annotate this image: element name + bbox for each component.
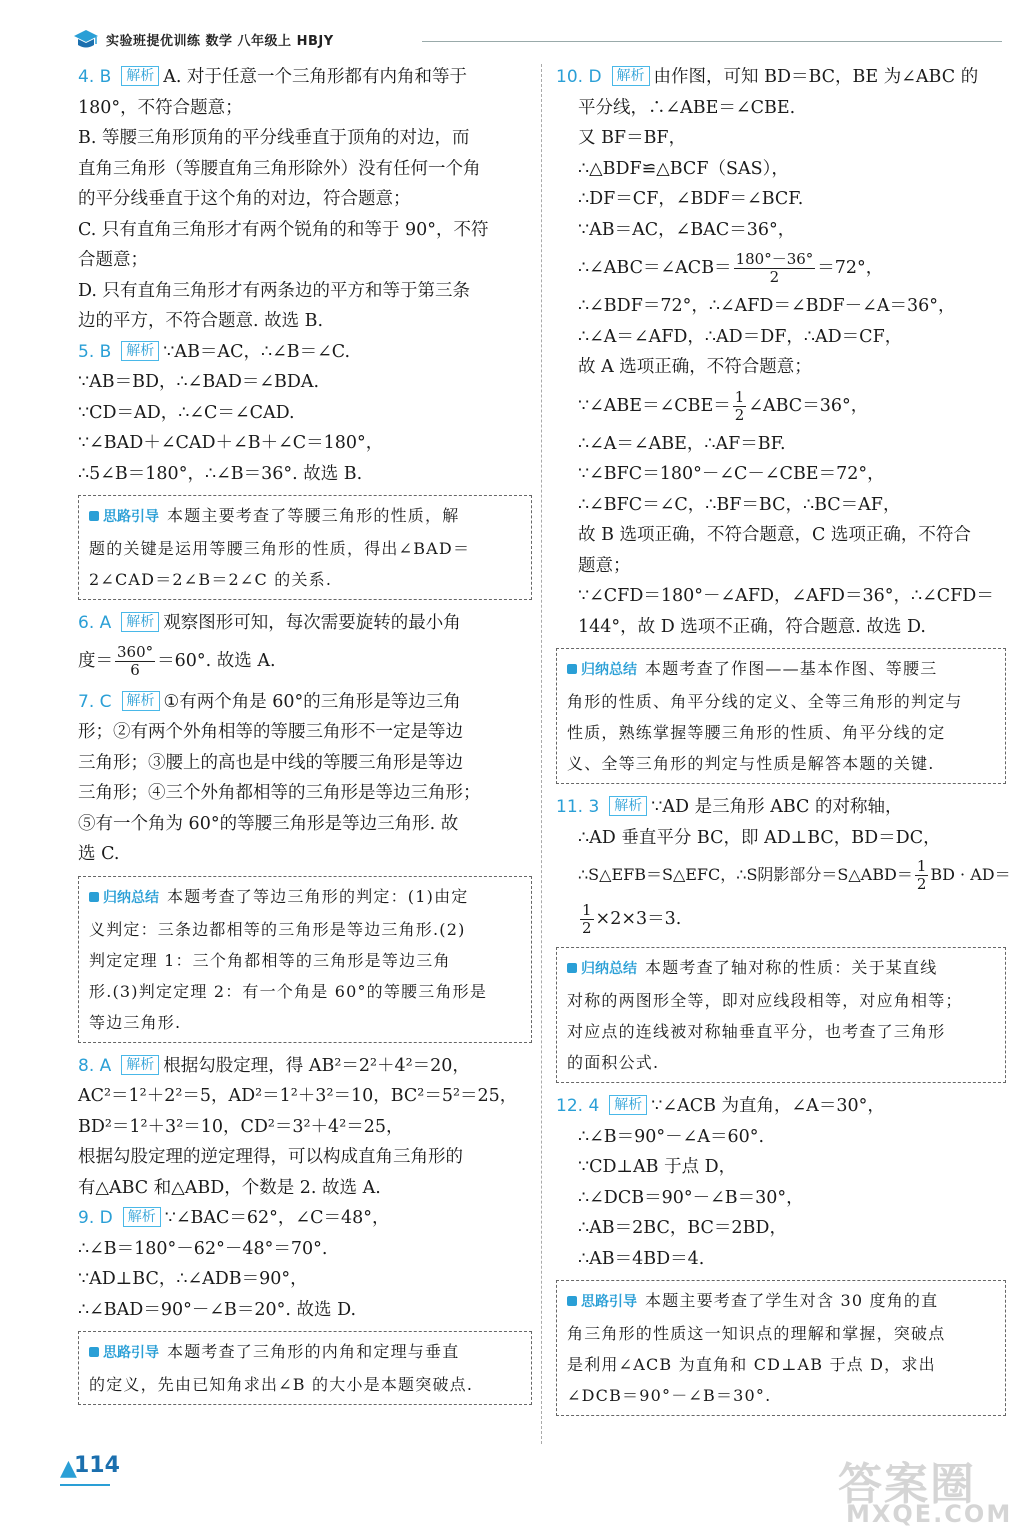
fraction: $\frac{1}{2}$: [734, 387, 745, 424]
answer-q12: 12. 4 解析 ∵∠ACB 为直角，∠A＝30°， ∴∠B＝90°－∠A＝60°. ∵CD⊥AB 于点 D， ∴∠DCB＝90°－∠B＝30°， ∴AB＝2BC，BC＝2BD， ∴AB＝4BD＝4. 思路引导 本题主要考查了学生对含 30 度角的直 角三角形的性质这一知识点的理解和掌握，突破点 是利用∠ACB 为直角和 CD⊥AB 于点 D，求出 ∠DCB＝90°－∠B＝30°.: [556, 1091, 1006, 1416]
answer-q5: 5. B 解析 ∵AB＝AC，∴∠B＝∠C. ∵AB＝BD，∴∠BAD＝∠BDA. ∵CD＝AD，∴∠C＝∠CAD. ∵∠BAD＋∠CAD＋∠B＋∠C＝180°， ∴5∠B＝180°，∴∠B＝36°. 故选 B. 思路引导 本题主要考查了等腰三角形的性质，解 题的关键是运用等腰三角形的性质，得出∠BAD＝ 2∠CAD＝2∠B＝2∠C 的关系.: [78, 337, 532, 601]
question-number: 6. A: [78, 613, 112, 633]
fraction: $\frac{1}{2}$: [582, 901, 592, 937]
bullet-icon: [89, 1347, 99, 1357]
bullet-icon: [567, 664, 577, 674]
analysis-tag: 解析: [609, 796, 647, 816]
answer-q10: 10. D 解析 由作图，可知 BD＝BC，BE 为∠ABC 的 平分线，∴∠ABE＝∠CBE. 又 BF＝BF， ∴△BDF≌△BCF（SAS）， ∴DF＝CF，∠BDF＝∠BCF. ∵AB＝AC，∠BAC＝36°， ∴∠ABC＝∠ACB＝ $\frac{180^\circ-36^\circ}{2}$ ＝72°， ∴∠BDF＝72°，∴∠AFD＝∠BDF－∠A＝36°， ∴∠A＝∠AFD，∴AD＝DF，∴AD＝CF， 故 A 选项正确，不符合题意； ∵∠ABE＝∠CBE＝ $\frac{1}{2}$ ∠ABC＝36°， ∴∠A＝∠ABE，∴AF＝BF. ∵∠BFC＝180°－∠C－∠CBE＝72°， ∴∠BFC＝∠C，∴BF＝BC，∴BC＝AF， 故 B 选项正确，不符合题意，C 选项正确，不符合 题意； ∵∠CFD＝180°－∠AFD，∠AFD＝36°，∴∠CFD＝ 144°，故 D 选项不正确，符合题意. 故选 D. 归纳总结 本题考查了作图——基本作图、等腰三 角形的性质、角平分线的定义、全等三角形的判定与 性质，熟练掌握等腰三角形的性质、角平分线的定 义、全等三角形的判定与性质是解答本题的关键.: [556, 62, 1006, 784]
arrow-up-icon: ▲: [60, 1456, 77, 1481]
hint-box: 思路引导 本题主要考查了等腰三角形的性质，解 题的关键是运用等腰三角形的性质，得出∠BAD＝ 2∠CAD＝2∠B＝2∠C 的关系.: [78, 495, 532, 600]
fraction: $\frac{360^\circ}{6}$: [117, 642, 154, 679]
question-number: 7. C: [78, 691, 112, 712]
box-title: 归纳总结: [89, 883, 159, 914]
analysis-tag: 解析: [123, 1207, 161, 1227]
box-title: 归纳总结: [567, 954, 637, 985]
question-number: 11. 3: [556, 797, 600, 817]
analysis-tag: 解析: [121, 341, 159, 361]
hint-box: 思路引导 本题考查了三角形的内角和定理与垂直 的定义，先由已知角求出∠B 的大小是本题突破点.: [78, 1331, 532, 1405]
right-column: [556, 62, 1011, 1424]
answer-q11: 11. 3 解析 ∵AD 是三角形 ABC 的对称轴， ∴AD 垂直平分 BC，即 AD⊥BC，BD＝DC， ∴S△EFB＝S△EFC，∴S阴影部分＝S△ABD＝ $\frac{1}{2}$ BD · AD＝ $\frac{1}{2}$ ×2×3＝3. 归纳总结 本题考查了轴对称的性质：关于某直线 对称的两图形全等，即对应线段相等，对应角相等； 对应点的连线被对称轴垂直平分，也考查了三角形 的面积公式.: [556, 792, 1006, 1083]
answer-q7: 7. C 解析 ①有两个角是 60°的三角形是等边三角 形；②有两个外角相等的等腰三角形不一定是等边 三角形；③腰上的高也是中线的等腰三角形是等边 三角形；④三个外角都相等的三角形是等边三角形； ⑤有一个角为 60°的等腰三角形是等边三角形. 故 选 C. 归纳总结 本题考查了等边三角形的判定：(1)由定 义判定：三条边都相等的三角形是等边三角形.(2) 判定定理 1：三个角都相等的三角形是等边三角 形.(3)判定定理 2：有一个角是 60°的等腰三角形是 等边三角形.: [78, 687, 532, 1043]
bullet-icon: [567, 963, 577, 973]
question-number: 4. B: [78, 67, 112, 87]
question-number: 8. A: [78, 1055, 112, 1076]
answer-q9: 9. D 解析 ∵∠BAC＝62°，∠C＝48°， ∴∠B＝180°－62°－48°＝70°. ∵AD⊥BC，∴∠ADB＝90°， ∴∠BAD＝90°－∠B＝20°. 故选 D. 思路引导 本题考查了三角形的内角和定理与垂直 的定义，先由已知角求出∠B 的大小是本题突破点.: [78, 1203, 532, 1405]
analysis-tag: 解析: [609, 1095, 647, 1115]
page-number-underline: [60, 1484, 110, 1486]
page-number: ▲ 114: [60, 1452, 116, 1486]
column-divider: [541, 64, 542, 1444]
analysis-tag: 解析: [121, 1055, 159, 1075]
analysis-tag: 解析: [121, 612, 159, 632]
question-number: 9. D: [78, 1208, 113, 1228]
question-number: 12. 4: [556, 1096, 600, 1116]
answer-q8: 8. A 解析 根据勾股定理，得 AB²＝2²＋4²＝20， AC²＝1²＋2²＝5，AD²＝1²＋3²＝10，BC²＝5²＝25， BD²＝1²＋3²＝10，CD²＝3²＋4²＝25， 根据勾股定理的逆定理得，可以构成直角三角形的 有△ABC 和△ABD，个数是 2. 故选 A.: [78, 1055, 518, 1198]
hint-box: 思路引导 本题主要考查了学生对含 30 度角的直 角三角形的性质这一知识点的理解和掌握，突破点 是利用∠ACB 为直角和 CD⊥AB 于点 D，求出 ∠DCB＝90°－∠B＝30°.: [556, 1280, 1006, 1416]
box-title: 思路引导: [567, 1287, 637, 1318]
summary-box: 归纳总结 本题考查了轴对称的性质：关于某直线 对称的两图形全等，即对应线段相等，对应角相等； 对应点的连线被对称轴垂直平分，也考查了三角形 的面积公式.: [556, 947, 1006, 1083]
box-title: 思路引导: [89, 1338, 159, 1369]
answer-q4: 4. B 解析 A. 对于任意一个三角形都有内角和等于 180°，不符合题意； B. 等腰三角形顶角的平分线垂直于顶角的对边，而 直角三角形（等腰直角三角形除外）没有任何一个角 的平分线垂直于这个角的对边，符合题意； C. 只有直角三角形才有两个锐角的和等于 90°，不符 合题意； D. 只有直角三角形才有两条边的平方和等于第三条 边的平方，不符合题意. 故选 B.: [78, 67, 489, 331]
analysis-tag: 解析: [612, 66, 650, 86]
analysis-tag: 解析: [121, 66, 159, 86]
question-number: 5. B: [78, 341, 112, 362]
summary-box: 归纳总结 本题考查了作图——基本作图、等腰三 角形的性质、角平分线的定义、全等三角形的判定与 性质，熟练掌握等腰三角形的性质、角平分线的定 义、全等三角形的判定与性质是解答本题的关键.: [556, 648, 1006, 784]
summary-box: 归纳总结 本题考查了等边三角形的判定：(1)由定 义判定：三条边都相等的三角形是等边三角形.(2) 判定定理 1：三个角都相等的三角形是等边三角 形.(3)判定定理 2：有一个角是 60°的等腰三角形是 等边三角形.: [78, 876, 532, 1043]
left-column: [78, 62, 532, 1413]
book-logo-icon: [72, 28, 100, 52]
box-title: 归纳总结: [567, 655, 637, 686]
bullet-icon: [89, 892, 99, 902]
bullet-icon: [89, 511, 99, 521]
analysis-tag: 解析: [122, 691, 160, 711]
header-rule: [422, 41, 1002, 42]
box-title: 思路引导: [89, 502, 159, 533]
question-number: 10. D: [556, 67, 602, 87]
fraction: $\frac{1}{2}$: [916, 857, 927, 893]
answer-q6: 6. A 解析 观察图形可知，每次需要旋转的最小角 度＝ $\frac{360^\circ}{6}$ ＝60°. 故选 A.: [78, 613, 461, 679]
page-header: [72, 28, 1002, 54]
fraction: $\frac{180^\circ-36^\circ}{2}$: [735, 250, 814, 286]
bullet-icon: [567, 1296, 577, 1306]
book-title: 实验班提优训练 数学 八年级上 HBJY: [106, 34, 334, 49]
watermark-logo: 答案圈 MXQE.COM: [838, 1459, 1013, 1528]
